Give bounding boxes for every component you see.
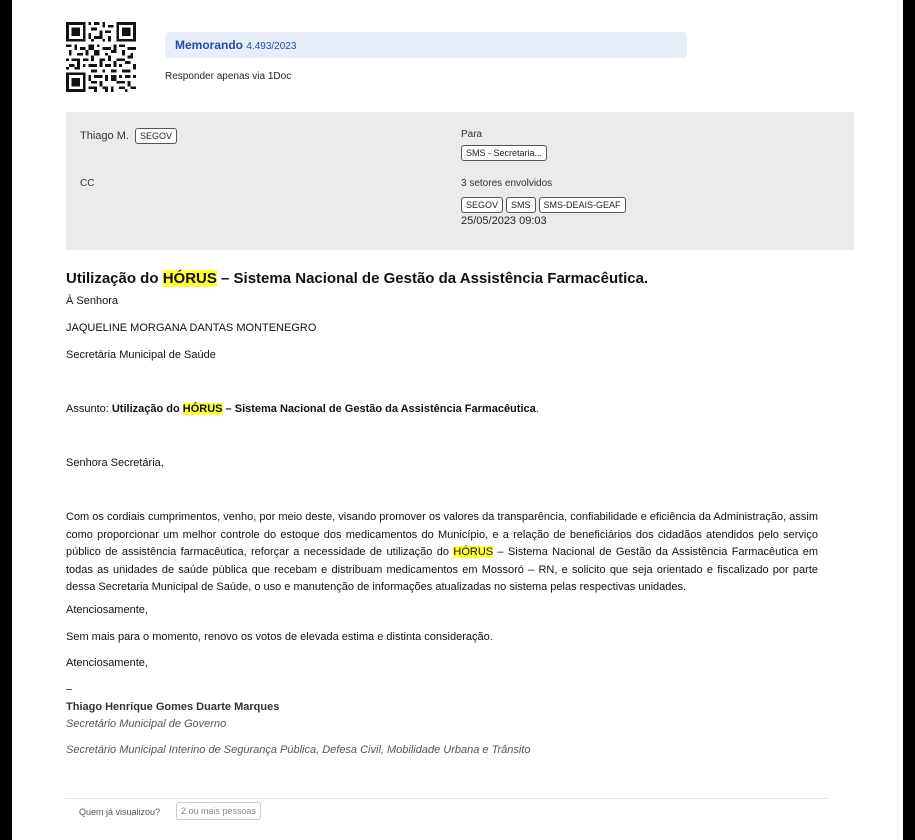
sector-tag[interactable]: SMS xyxy=(506,197,536,213)
highlight: HÓRUS xyxy=(162,270,217,287)
to-tag[interactable]: SMS - Secretaria... xyxy=(461,145,547,161)
subject-line: Assunto: Utilização do HÓRUS – Sistema Nacional de Gestão da Assistência Farmacêutica. xyxy=(66,403,539,415)
sectors-text: 3 setores envolvidos xyxy=(461,178,553,189)
sender-tag[interactable]: SEGOV xyxy=(135,128,177,144)
signature-divider xyxy=(66,689,72,690)
greeting: Senhora Secretária, xyxy=(66,457,164,469)
highlight: HÓRUS xyxy=(182,403,223,415)
signature-name: Thiago Henrique Gomes Duarte Marques xyxy=(66,701,280,713)
signature-role-2: Secretário Municipal Interino de Segurança Pública, Defesa Civil, Mobilidade Urbana e Trânsito xyxy=(66,744,531,756)
memo-number[interactable]: 4.493/2023 xyxy=(246,41,297,52)
closing-3: Atenciosamente, xyxy=(66,657,148,669)
closing-2: Sem mais para o momento, renovo os votos de elevada estima e distinta consideração. xyxy=(66,631,493,643)
header-panel xyxy=(66,112,854,250)
sender-name: Thiago M. xyxy=(80,130,129,142)
to-label: Para xyxy=(461,129,483,140)
memo-header xyxy=(165,32,687,58)
document-title: Utilização do HÓRUS – Sistema Nacional de Gestão da Assistência Farmacêutica. xyxy=(66,270,649,287)
signature-role-1: Secretário Municipal de Governo xyxy=(66,718,227,730)
cc-label: CC xyxy=(80,178,95,189)
salutation-to: À Senhora xyxy=(66,295,118,307)
sector-tag[interactable]: SEGOV xyxy=(461,197,503,213)
qr-code-icon xyxy=(66,22,136,92)
memo-label: Memorando xyxy=(175,38,244,52)
recipient-role: Secretária Municipal de Saúde xyxy=(66,349,216,361)
sector-tag[interactable]: SMS-DEAIS-GEAF xyxy=(539,197,626,213)
sector-tags xyxy=(461,195,629,213)
reply-note: Responder apenas via 1Doc xyxy=(165,71,292,82)
sent-date: 25/05/2023 09:03 xyxy=(461,215,547,227)
document-page xyxy=(12,0,903,840)
viewed-label: Quem já visualizou? xyxy=(79,807,161,817)
recipient-name: JAQUELINE MORGANA DANTAS MONTENEGRO xyxy=(66,322,317,334)
viewed-badge[interactable]: 2 ou mais pessoas xyxy=(176,802,261,820)
closing-1: Atenciosamente, xyxy=(66,604,148,616)
highlight: HÓRUS xyxy=(453,546,494,558)
footer-divider xyxy=(66,798,828,799)
body-paragraph: Com os cordiais cumprimentos, venho, por meio deste, visando promover os valores da transparência, confiabilidade e eficiência da Administração, assim como proporcionar um melhor controle do estoque dos medicamentos do Município, e a relação de beneficiários dos cidadãos atendidos pelo serviço público de assistência farmacêutica, reforçar a necessidade de utilização do HÓRUS – Sistema Nacional de Gestão da Assistência Farmacêutica em todas as unidades de saúde pública que recebam e distribuam medicamentos em Mossoró – RN, e solicito que seja orientado e fiscalizado por parte dessa Secretaria Municipal de Saúde, o uso e manutenção de informações atualizadas no sistema pelas respectivas unidades. xyxy=(66,511,818,593)
